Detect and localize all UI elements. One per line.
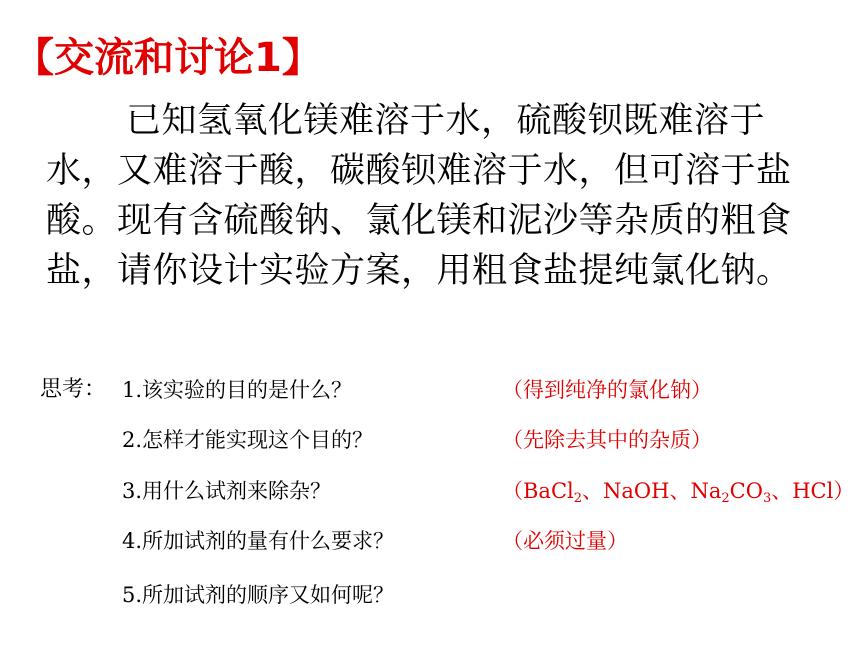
question-5: 5.所加试剂的顺序又如何呢？ (122, 583, 395, 607)
question-1: 1.该实验的目的是什么？ (122, 378, 353, 402)
answer-1: （得到纯净的氯化钠） (502, 378, 712, 402)
answer-3-mid-1: 、NaOH、Na (582, 479, 722, 503)
question-2: 2.怎样才能实现这个目的？ (122, 428, 374, 452)
slide-title: 【交流和讨论1】 (14, 35, 322, 81)
answer-3-sub-1: 2 (573, 491, 583, 506)
answer-4: （必须过量） (502, 529, 628, 553)
answer-3-sub-3: 3 (762, 491, 772, 506)
question-4: 4.所加试剂的量有什么要求？ (122, 529, 395, 553)
question-3: 3.用什么试剂来除杂？ (122, 479, 332, 503)
answer-3-open: （BaCl (502, 479, 574, 503)
answer-3 (502, 476, 854, 506)
problem-paragraph (46, 96, 796, 296)
think-label: 思考： (40, 377, 107, 402)
answer-3-sub-2: 2 (721, 491, 730, 506)
answer-2: （先除去其中的杂质） (502, 428, 712, 452)
answer-3-mid-2: CO (729, 479, 763, 503)
answer-3-close: 、HCl） (771, 479, 855, 503)
problem-text: 已知氢氧化镁难溶于水，硫酸钡既难溶于水，又难溶于酸，碳酸钡难溶于水，但可溶于盐酸。现有含硫酸钠、氯化镁和泥沙等杂质的粗食盐，请你设计实验方案，用粗食盐提纯氯化钠。 (46, 101, 792, 291)
